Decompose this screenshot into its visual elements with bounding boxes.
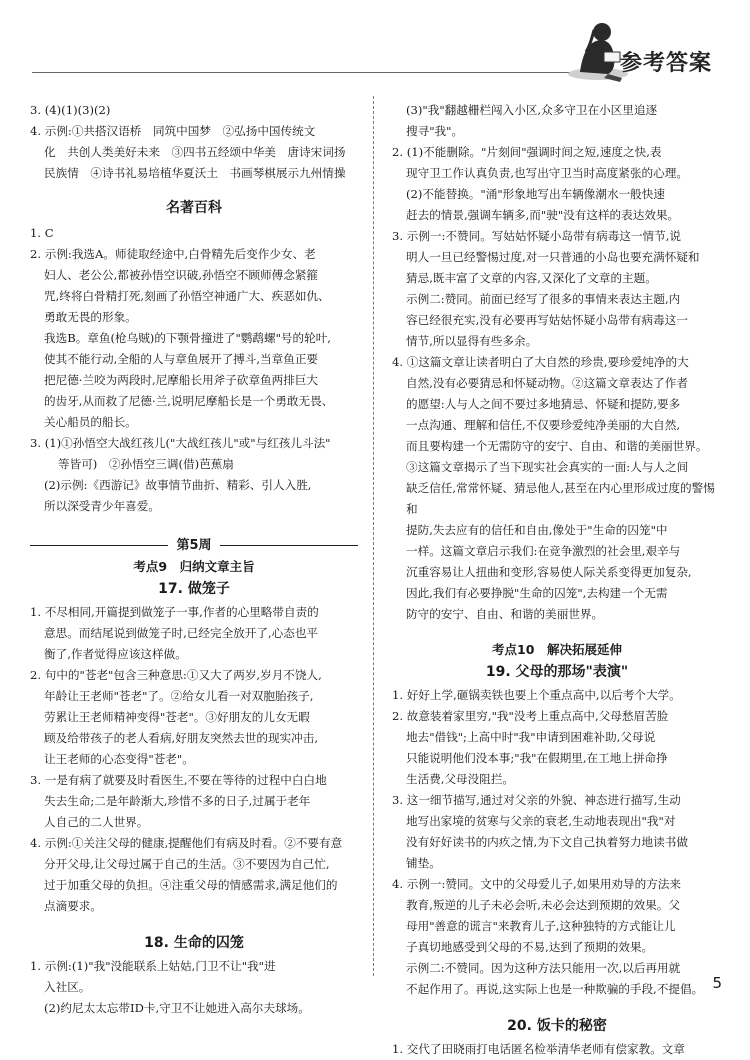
- article-19-title: 19. 父母的那场"表演": [485, 664, 629, 680]
- answer-line: 情节,所以显得有些多余。: [406, 334, 538, 348]
- answer-line: 年龄让王老师"苍老"了。②给女儿看一对双胞胎孩子,: [44, 689, 314, 703]
- answer-line: 4. ①这篇文章让读者明白了大自然的珍贵,要珍爱纯净的大: [392, 355, 689, 369]
- answer-line: 4. 示例一:赞同。文中的父母爱儿子,如果用劝导的方法来: [392, 877, 681, 891]
- answer-line: 子真切地感受到父母的不易,达到了预期的效果。: [406, 940, 654, 954]
- answer-line: 我选B。章鱼(枪乌贼)的下颚骨撞进了"鹦鹉螺"号的轮叶,: [44, 331, 331, 345]
- answer-line: 的愿望:人与人之间不要过多地猜忌、怀疑和提防,要多: [406, 397, 681, 411]
- answer-line: 现守卫工作认真负责,也写出守卫当时高度紧张的心理。: [406, 166, 688, 180]
- answer-line: 化 共创人类美好未来 ③四书五经颂中华美 唐诗宋词扬: [44, 145, 346, 159]
- answer-line: 3. (4)(1)(3)(2): [30, 103, 111, 117]
- answer-line: 入社区。: [44, 980, 91, 994]
- header-rule: [32, 72, 592, 73]
- week-label: 第5周: [176, 538, 212, 553]
- answer-line: 只能说明他们没本事;"我"在假期里,在工地上拼命挣: [406, 751, 668, 765]
- answer-line: 不起作用了。再说,这实际上也是一种欺骗的手段,不提倡。: [406, 982, 704, 996]
- answer-line: 母用"善意的谎言"来教育儿子,这种独特的方式能让儿: [406, 919, 676, 933]
- answer-line: 容已经很充实,没有必要再写姑姑怀疑小岛带有病毒这一: [406, 313, 688, 327]
- answer-line: 过于加重父母的负担。④注重父母的情感需求,满足他们的: [44, 878, 338, 892]
- answer-line: 失去生命;二是年龄渐大,珍惜不多的日子,过属于老年: [44, 794, 311, 808]
- kaodian-10-title: 考点10 解决拓展延伸: [492, 642, 622, 657]
- answer-line: 点滴要求。: [44, 899, 102, 913]
- section-title-mingzhu: 名著百科: [166, 200, 222, 216]
- article-20-title: 20. 饭卡的秘密: [507, 1018, 607, 1034]
- answer-line: 猜忌,既丰富了文章的内容,又深化了文章的主题。: [406, 271, 657, 285]
- answer-line: 等皆可) ②孙悟空三调(借)芭蕉扇: [58, 457, 234, 471]
- answer-line: 3. (1)①孙悟空大战红孩儿("大战红孩儿"或"与红孩儿斗法": [30, 436, 331, 450]
- answer-line: 民族情 ④诗书礼易培植华夏沃土 书画琴棋展示九州情操: [44, 166, 346, 180]
- answer-line: 顾及给带孩子的老人看病,好朋友突然去世的现实冲击,: [44, 731, 319, 745]
- answer-line: 分开父母,让父母过属于自己的生活。③不要因为自己忙,: [44, 857, 330, 871]
- answer-line: 一样。这篇文章启示我们:在竞争激烈的社会里,艰辛与: [406, 544, 681, 558]
- answer-line: 生活费,父母没阻拦。: [406, 772, 515, 786]
- answer-line: 1. 不尽相同,开篇提到做笼子一事,作者的心里略带自责的: [30, 605, 319, 619]
- answer-line: 的齿牙,从而救了尼德·兰,说明尼摩船长是一个勇敢无畏、: [44, 394, 334, 408]
- answer-line: 铺垫。: [406, 856, 441, 870]
- answer-line: 4. 示例:①关注父母的健康,提醒他们有病及时看。②不要有意: [30, 836, 343, 850]
- header-title: 参考答案: [620, 51, 713, 76]
- answer-line: 2. 句中的"苍老"包含三种意思:①又大了两岁,岁月不饶人,: [30, 668, 322, 682]
- answer-line: 把尼德·兰咬为两段时,尼摩船长用斧子砍章鱼两排巨大: [44, 373, 319, 387]
- answer-line: 沉重容易让人扭曲和变形,容易使人际关系变得更加复杂,: [406, 565, 692, 579]
- answer-line: 1. 示例:(1)"我"没能联系上姑姑,门卫不让"我"进: [30, 959, 276, 973]
- answer-line: 防守的安宁、自由、和谐的美丽世界。: [406, 607, 604, 621]
- answer-line: 1. 交代了田晓雨打电话匿名检举清华老师有偿家教。文章: [392, 1042, 685, 1056]
- answer-line: 4. 示例:①共搭汉语桥 同筑中国梦 ②弘扬中国传统文: [30, 124, 316, 138]
- answer-line: 示例二:赞同。前面已经写了很多的事情来表达主题,内: [406, 292, 681, 306]
- answer-line: 勇敢无畏的形象。: [44, 310, 137, 324]
- answer-line: (3)"我"翻越栅栏闯入小区,众多守卫在小区里追逐: [406, 103, 658, 117]
- answer-line: 缺乏信任,常常怀疑、猜忌他人,甚至在内心里形成过度的警惕和: [406, 481, 715, 516]
- answer-line: 1. C: [30, 226, 54, 240]
- answer-line: 地去"借钱";上高中时"我"申请到困难补助,父母说: [406, 730, 656, 744]
- answer-line: 让王老师的心态变得"苍老"。: [44, 752, 194, 766]
- answer-line: 赶去的情景,强调车辆多,而"驶"没有这样的表达效果。: [406, 208, 680, 222]
- page-number: 5: [712, 974, 722, 992]
- answer-line: 没有好好读书的内疚之情,为下文自己执着努力地读书做: [406, 835, 688, 849]
- answer-line: 教育,叛逆的儿子未必会听,未必会达到预期的效果。父: [406, 898, 681, 912]
- column-divider: [373, 96, 374, 976]
- answer-line: 一点沟通、理解和信任,不仅要珍爱纯净美丽的大自然,: [406, 418, 681, 432]
- answer-line: (2)示例:《西游记》故事情节曲折、精彩、引人入胜,: [44, 478, 312, 492]
- answer-line: 2. (1)不能删除。"片刻间"强调时间之短,速度之快,表: [392, 145, 662, 159]
- answer-line: 自然,没有必要猜忌和怀疑动物。②这篇文章表达了作者: [406, 376, 688, 390]
- answer-line: 咒,终将白骨精打死,刻画了孙悟空神通广大、疾恶如仇、: [44, 289, 330, 303]
- answer-line: 示例二:不赞同。因为这种方法只能用一次,以后再用就: [406, 961, 681, 975]
- answer-line: 2. 故意装着家里穷,"我"没考上重点高中,父母愁眉苦脸: [392, 709, 669, 723]
- answer-line: 地写出家境的贫寒与父亲的衰老,生动地表现出"我"对: [406, 814, 676, 828]
- answer-line: 2. 示例:我选A。师徒取经途中,白骨精先后变作少女、老: [30, 247, 316, 261]
- week-rule-left: [30, 545, 168, 546]
- answer-line: 使其不能行动,全船的人与章鱼展开了搏斗,当章鱼正要: [44, 352, 319, 366]
- answer-line: 妇人、老公公,都被孙悟空识破,孙悟空不顾师傅念紧箍: [44, 268, 319, 282]
- answer-line: 3. 示例一:不赞同。写姑姑怀疑小岛带有病毒这一情节,说: [392, 229, 681, 243]
- answer-line: 搜寻"我"。: [406, 124, 464, 138]
- answer-line: 所以深受青少年喜爱。: [44, 499, 160, 513]
- kaodian-9-title: 考点9 归纳文章主旨: [133, 559, 255, 574]
- answer-line: 衡了,作者觉得应该这样做。: [44, 647, 187, 661]
- week-heading: [30, 535, 358, 556]
- answer-line: ③这篇文章揭示了当下现实社会真实的一面:人与人之间: [406, 460, 689, 474]
- week-rule-right: [220, 545, 358, 546]
- answer-line: 因此,我们有必要挣脱"生命的囚笼",去构建一个无需: [406, 586, 668, 600]
- answer-line: 3. 一是有病了就要及时看医生,不要在等待的过程中白白地: [30, 773, 327, 787]
- answer-line: 关心船员的船长。: [44, 415, 137, 429]
- answer-line: 明人一旦已经警惕过度,对一只普通的小岛也要充满怀疑和: [406, 250, 700, 264]
- answer-line: (2)不能替换。"涌"形象地写出车辆像潮水一般快速: [406, 187, 665, 201]
- answer-line: 人自己的二人世界。: [44, 815, 149, 829]
- article-17-title: 17. 做笼子: [158, 581, 230, 597]
- article-18-title: 18. 生命的囚笼: [144, 935, 244, 951]
- answer-line: (2)约尼太太忘带ID卡,守卫不让她进入高尔夫球场。: [44, 1001, 310, 1015]
- answer-line: 1. 好好上学,砸锅卖铁也要上个重点高中,以后考个大学。: [392, 688, 681, 702]
- right-column: [392, 100, 722, 1060]
- answer-line: 劳累让王老师精神变得"苍老"。③好朋友的儿女无暇: [44, 710, 310, 724]
- answer-line: 意思。而结尾说到做笼子时,已经完全放开了,心态也平: [44, 626, 319, 640]
- answer-line: 3. 这一细节描写,通过对父亲的外貌、神态进行描写,生动: [392, 793, 681, 807]
- left-column: [30, 100, 358, 1019]
- answer-line: 而且要构建一个无需防守的安宁、自由、和谐的美丽世界。: [406, 439, 708, 453]
- answer-line: 提防,失去应有的信任和自由,像处于"生命的囚笼"中: [406, 523, 668, 537]
